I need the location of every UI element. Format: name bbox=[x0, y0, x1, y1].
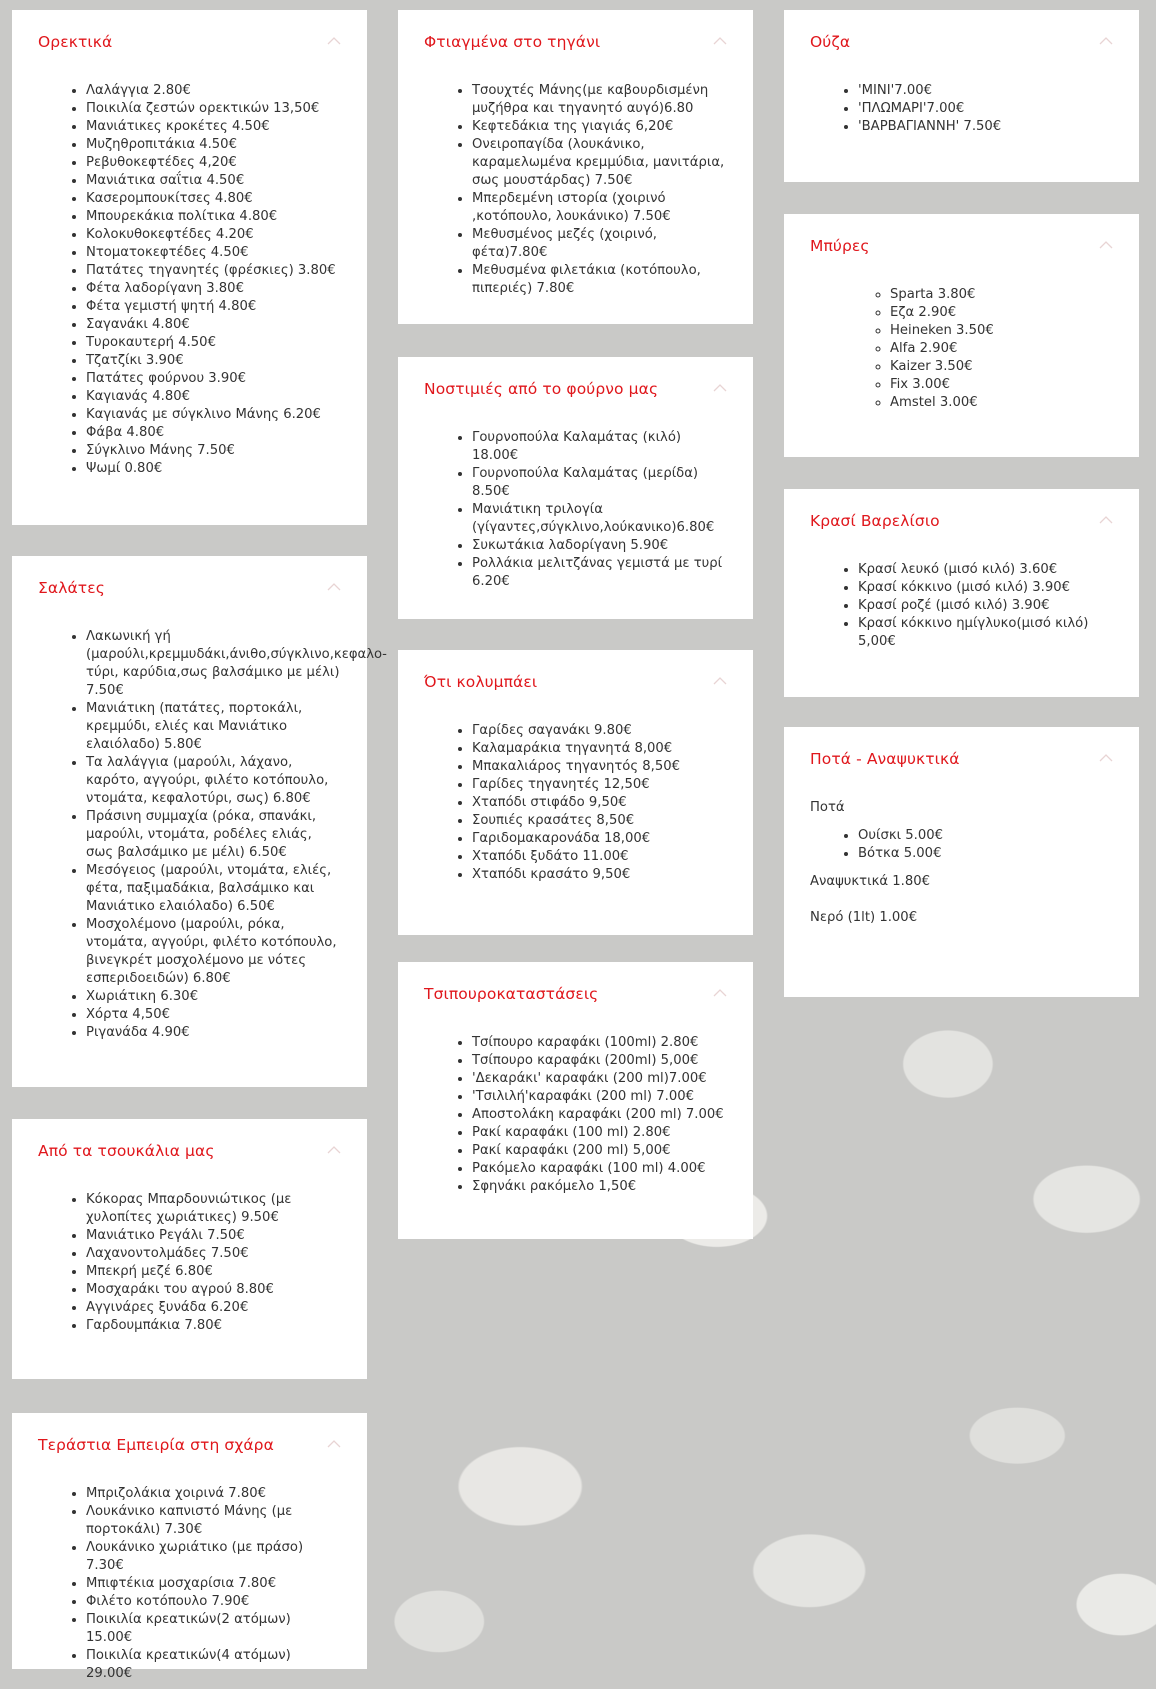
chevron-up-icon[interactable] bbox=[713, 381, 727, 395]
card-tsoukalia bbox=[12, 1119, 367, 1379]
menu-item: • 'ΜΙΝΙ'7.00€ bbox=[858, 82, 1113, 100]
menu-item: • Ψωμί 0.80€ bbox=[86, 460, 341, 478]
menu-item: • Μανιάτικο Ρεγάλι 7.50€ bbox=[86, 1227, 341, 1245]
section-title: Μπύρες bbox=[810, 237, 870, 255]
menu-item: • Κρασί κόκκινο (μισό κιλό) 3.90€ bbox=[858, 579, 1113, 597]
chevron-up-icon[interactable] bbox=[327, 580, 341, 594]
menu-item: • Συκωτάκια λαδορίγανη 5.90€ bbox=[472, 537, 727, 555]
menu-item: • Κρασί λευκό (μισό κιλό) 3.60€ bbox=[858, 561, 1113, 579]
menu-item: ◦ Εζα 2.90€ bbox=[890, 304, 1113, 322]
menu-list bbox=[38, 1191, 341, 1335]
menu-item: • Γαρίδες σαγανάκι 9.80€ bbox=[472, 722, 727, 740]
card-tsipouro bbox=[398, 962, 753, 1239]
chevron-up-icon[interactable] bbox=[1099, 751, 1113, 765]
pota-label: Ποτά bbox=[810, 800, 845, 815]
menu-item: • 'Τσιλιλή'καραφάκι (200 ml) 7.00€ bbox=[472, 1088, 727, 1106]
menu-item: • Ποικιλία κρεατικών(2 ατόμων) 15.00€ bbox=[86, 1611, 341, 1647]
section-title: Κρασί Βαρελίσιο bbox=[810, 512, 940, 530]
section-title: Νοστιμιές από το φούρνο μας bbox=[424, 380, 659, 398]
menu-item: • Μεθυσμένα φιλετάκια (κοτόπουλο, πιπεριές) 7.80€ bbox=[472, 262, 727, 298]
menu-item: • Ρεβυθοκεφτέδες 4,20€ bbox=[86, 154, 341, 172]
section-title: Ούζα bbox=[810, 33, 851, 51]
card-pota bbox=[784, 727, 1139, 997]
menu-item: • Γαριδομακαρονάδα 18,00€ bbox=[472, 830, 727, 848]
section-title: Ποτά - Αναψυκτικά bbox=[810, 750, 960, 768]
menu-item: • Λουκάνικο καπνιστό Μάνης (με πορτοκάλι) 7.30€ bbox=[86, 1503, 341, 1539]
card-salates bbox=[12, 556, 387, 1087]
menu-item: • Φέτα γεμιστή ψητή 4.80€ bbox=[86, 298, 341, 316]
menu-item: • Τα λαλάγγια (μαρούλι, λάχανο, καρότο, αγγούρι, φιλέτο κοτόπουλο, ντομάτα, κεφαλοτύρι, σως) 6.80€ bbox=[86, 754, 341, 808]
menu-item: • Μανιάτικες κροκέτες 4.50€ bbox=[86, 118, 341, 136]
menu-item: • Καλαμαράκια τηγανητά 8,00€ bbox=[472, 740, 727, 758]
menu-item: • Γουρνοπούλα Καλαμάτας (μερίδα) 8.50€ bbox=[472, 465, 727, 501]
menu-list bbox=[38, 628, 387, 1042]
menu-item: ◦ Alfa 2.90€ bbox=[890, 340, 1113, 358]
section-title: Από τα τσουκάλια μας bbox=[38, 1142, 215, 1160]
section-title: Σαλάτες bbox=[38, 579, 105, 597]
menu-item: • Χταπόδι ξυδάτο 11.00€ bbox=[472, 848, 727, 866]
menu-item: • Μυζηθροπιτάκια 4.50€ bbox=[86, 136, 341, 154]
menu-item: • Γουρνοπούλα Καλαμάτας (κιλό) 18.00€ bbox=[472, 429, 727, 465]
menu-item: ◦ Kaizer 3.50€ bbox=[890, 358, 1113, 376]
menu-item: • 'ΠΛΩΜΑΡΙ'7.00€ bbox=[858, 100, 1113, 118]
menu-item: • Κεφτεδάκια της γιαγιάς 6,20€ bbox=[472, 118, 727, 136]
menu-list bbox=[424, 722, 727, 884]
card-header-kolympaei[interactable] bbox=[424, 672, 727, 702]
menu-item: • Χόρτα 4,50€ bbox=[86, 1006, 341, 1024]
card-krasi bbox=[784, 489, 1139, 697]
menu-list bbox=[810, 561, 1113, 651]
menu-item: • Πατάτες τηγανητές (φρέσκιες) 3.80€ bbox=[86, 262, 341, 280]
menu-list bbox=[810, 286, 1113, 412]
menu-item: • Τσίπουρο καραφάκι (100ml) 2.80€ bbox=[472, 1034, 727, 1052]
menu-item: • Λακωνική γή (μαρούλι,κρεμμυδάκι,άνιθο,σύγκλινο,κεφαλο-τύρι, καρύδια,σως βαλσάμικο με μέλι) 7.50€ bbox=[86, 628, 341, 700]
menu-item: • Μανιάτικη τριλογία (γίγαντες,σύγκλινο,λούκανικο)6.80€ bbox=[472, 501, 727, 537]
menu-list bbox=[810, 827, 1113, 863]
card-orektika bbox=[12, 10, 367, 525]
menu-item: • Ρακί καραφάκι (200 ml) 5,00€ bbox=[472, 1142, 727, 1160]
menu-item: • Πατάτες φούρνου 3.90€ bbox=[86, 370, 341, 388]
menu-list bbox=[38, 82, 341, 478]
menu-item: • Κρασί κόκκινο ημίγλυκο(μισό κιλό) 5,00€ bbox=[858, 615, 1113, 651]
chevron-up-icon[interactable] bbox=[1099, 238, 1113, 252]
card-header-sxara[interactable] bbox=[38, 1435, 341, 1465]
chevron-up-icon[interactable] bbox=[1099, 513, 1113, 527]
menu-list bbox=[810, 82, 1113, 136]
menu-item: • Κόκορας Μπαρδουνιώτικος (με χυλοπίτες χωριάτικες) 9.50€ bbox=[86, 1191, 341, 1227]
chevron-up-icon[interactable] bbox=[1099, 34, 1113, 48]
menu-item: • Ρακί καραφάκι (100 ml) 2.80€ bbox=[472, 1124, 727, 1142]
menu-item: • Κολοκυθοκεφτέδες 4.20€ bbox=[86, 226, 341, 244]
chevron-up-icon[interactable] bbox=[327, 34, 341, 48]
chevron-up-icon[interactable] bbox=[713, 986, 727, 1000]
nero-line: Νερό (1lt) 1.00€ bbox=[810, 910, 918, 925]
card-header-tsipouro[interactable] bbox=[424, 984, 727, 1014]
menu-item: • Μπιφτέκια μοσχαρίσια 7.80€ bbox=[86, 1575, 341, 1593]
card-header-salates[interactable] bbox=[38, 578, 341, 608]
menu-item: • Λαλάγγια 2.80€ bbox=[86, 82, 341, 100]
menu-item: • Βότκα 5.00€ bbox=[858, 845, 1113, 863]
menu-item: • Μοσχαράκι του αγρού 8.80€ bbox=[86, 1281, 341, 1299]
card-ouza bbox=[784, 10, 1139, 182]
menu-item: • Χωριάτικη 6.30€ bbox=[86, 988, 341, 1006]
menu-item: • Σουπιές κρασάτες 8,50€ bbox=[472, 812, 727, 830]
menu-item: ◦ Sparta 3.80€ bbox=[890, 286, 1113, 304]
menu-item: ◦ Amstel 3.00€ bbox=[890, 394, 1113, 412]
menu-item: • Σύγκλινο Μάνης 7.50€ bbox=[86, 442, 341, 460]
menu-item: • Μανιάτικα σαΐτια 4.50€ bbox=[86, 172, 341, 190]
anapsyktika-line: Αναψυκτικά 1.80€ bbox=[810, 874, 930, 889]
menu-item: • Καγιανάς 4.80€ bbox=[86, 388, 341, 406]
menu-item: • Τζατζίκι 3.90€ bbox=[86, 352, 341, 370]
card-header-krasi[interactable] bbox=[810, 511, 1113, 541]
card-header-tigani[interactable] bbox=[424, 32, 727, 62]
menu-item: • Μπερδεμένη ιστορία (χοιρινό ,κοτόπουλο, λουκάνικο) 7.50€ bbox=[472, 190, 727, 226]
menu-item: • Ονειροπαγίδα (λουκάνικο, καραμελωμένα κρεμμύδια, μανιτάρια, σως μουστάρδας) 7.50€ bbox=[472, 136, 727, 190]
section-title: Τεράστια Εμπειρία στη σχάρα bbox=[38, 1436, 274, 1454]
menu-item: • Γαρίδες τηγανητές 12,50€ bbox=[472, 776, 727, 794]
menu-list bbox=[424, 82, 727, 298]
section-title: Τσιπουροκαταστάσεις bbox=[424, 985, 599, 1003]
menu-item: • Λαχανοντολμάδες 7.50€ bbox=[86, 1245, 341, 1263]
menu-item: • Ρακόμελο καραφάκι (100 ml) 4.00€ bbox=[472, 1160, 727, 1178]
menu-item: • Μπακαλιάρος τηγανητός 8,50€ bbox=[472, 758, 727, 776]
menu-item: • Γαρδουμπάκια 7.80€ bbox=[86, 1317, 341, 1335]
menu-item: • Ποικιλία ζεστών ορεκτικών 13,50€ bbox=[86, 100, 341, 118]
menu-item: ◦ Fix 3.00€ bbox=[890, 376, 1113, 394]
menu-item: • Αγγινάρες ξυνάδα 6.20€ bbox=[86, 1299, 341, 1317]
menu-item: • Φιλέτο κοτόπουλο 7.90€ bbox=[86, 1593, 341, 1611]
chevron-up-icon[interactable] bbox=[713, 674, 727, 688]
menu-item: • Ντοματοκεφτέδες 4.50€ bbox=[86, 244, 341, 262]
menu-item: • Φέτα λαδορίγανη 3.80€ bbox=[86, 280, 341, 298]
chevron-up-icon[interactable] bbox=[327, 1437, 341, 1451]
section-title: Ορεκτικά bbox=[38, 33, 113, 51]
menu-item: • Μπεκρή μεζέ 6.80€ bbox=[86, 1263, 341, 1281]
card-header-tsoukalia[interactable] bbox=[38, 1141, 341, 1171]
card-header-ouza[interactable] bbox=[810, 32, 1113, 62]
section-title: Ότι κολυμπάει bbox=[424, 673, 538, 691]
menu-item: • Μπριζολάκια χοιρινά 7.80€ bbox=[86, 1485, 341, 1503]
menu-list bbox=[424, 429, 727, 591]
card-kolympaei bbox=[398, 650, 753, 935]
menu-item: • Μανιάτικη (πατάτες, πορτοκάλι, κρεμμύδι, ελιές και Μανιάτικο ελαιόλαδο) 5.80€ bbox=[86, 700, 341, 754]
menu-item: • Σφηνάκι ρακόμελο 1,50€ bbox=[472, 1178, 727, 1196]
menu-item: • Αποστολάκη καραφάκι (200 ml) 7.00€ bbox=[472, 1106, 727, 1124]
menu-item: • 'Δεκαράκι' καραφάκι (200 ml)7.00€ bbox=[472, 1070, 727, 1088]
card-tigani bbox=[398, 10, 753, 324]
card-bires bbox=[784, 214, 1139, 457]
menu-item: • Χταπόδι κρασάτο 9,50€ bbox=[472, 866, 727, 884]
menu-item: • Μεθυσμένος μεζές (χοιρινό, φέτα)7.80€ bbox=[472, 226, 727, 262]
menu-item: • Τυροκαυτερή 4.50€ bbox=[86, 334, 341, 352]
chevron-up-icon[interactable] bbox=[713, 34, 727, 48]
menu-item: • Ποικιλία κρεατικών(4 ατόμων) 29.00€ bbox=[86, 1647, 341, 1683]
card-header-fourno[interactable] bbox=[424, 379, 727, 409]
menu-item: • Λουκάνικο χωριάτικο (με πράσο) 7.30€ bbox=[86, 1539, 341, 1575]
menu-item: • Ριγανάδα 4.90€ bbox=[86, 1024, 341, 1042]
menu-item: • Μεσόγειος (μαρούλι, ντομάτα, ελιές, φέτα, παξιμαδάκια, βαλσάμικο και Μανιάτικο ελαιόλαδο) 6.50€ bbox=[86, 862, 341, 916]
menu-item: • 'ΒΑΡΒΑΓΙΑΝΝΗ' 7.50€ bbox=[858, 118, 1113, 136]
menu-item: • Καγιανάς με σύγκλινο Μάνης 6.20€ bbox=[86, 406, 341, 424]
menu-item: • Φάβα 4.80€ bbox=[86, 424, 341, 442]
menu-item: • Σαγανάκι 4.80€ bbox=[86, 316, 341, 334]
menu-item: • Πράσινη συμμαχία (ρόκα, σπανάκι, μαρούλι, ντομάτα, ροδέλες ελιάς, σως βαλσάμικο με μέλι) 6.50€ bbox=[86, 808, 341, 862]
menu-item: • Χταπόδι στιφάδο 9,50€ bbox=[472, 794, 727, 812]
card-sxara bbox=[12, 1413, 367, 1681]
menu-item: • Τσουχτές Μάνης(με καβουρδισμένη μυζήθρα και τηγανητό αυγό)6.80 bbox=[472, 82, 727, 118]
card-header-orektika[interactable] bbox=[38, 32, 341, 62]
menu-item: • Μοσχολέμονο (μαρούλι, ρόκα, ντομάτα, αγγούρι, φιλέτο κοτόπουλο, βινεγκρέτ μοσχολέμονο με νότες εσπεριδοειδών) 6.80€ bbox=[86, 916, 341, 988]
menu-item: • Τσίπουρο καραφάκι (200ml) 5,00€ bbox=[472, 1052, 727, 1070]
menu-item: ◦ Heineken 3.50€ bbox=[890, 322, 1113, 340]
card-header-pota[interactable] bbox=[810, 749, 1113, 779]
menu-item: • Κρασί ροζέ (μισό κιλό) 3.90€ bbox=[858, 597, 1113, 615]
card-header-bires[interactable] bbox=[810, 236, 1113, 266]
chevron-up-icon[interactable] bbox=[327, 1143, 341, 1157]
section-title: Φτιαγμένα στο τηγάνι bbox=[424, 33, 601, 51]
menu-item: • Μπουρεκάκια πολίτικα 4.80€ bbox=[86, 208, 341, 226]
menu-item: • Ουίσκι 5.00€ bbox=[858, 827, 1113, 845]
menu-item: • Ρολλάκια μελιτζάνας γεμιστά με τυρί 6.20€ bbox=[472, 555, 727, 591]
menu-list bbox=[424, 1034, 727, 1196]
menu-list bbox=[38, 1485, 341, 1683]
menu-item: • Κασερομπουκίτσες 4.80€ bbox=[86, 190, 341, 208]
card-fourno bbox=[398, 357, 753, 619]
